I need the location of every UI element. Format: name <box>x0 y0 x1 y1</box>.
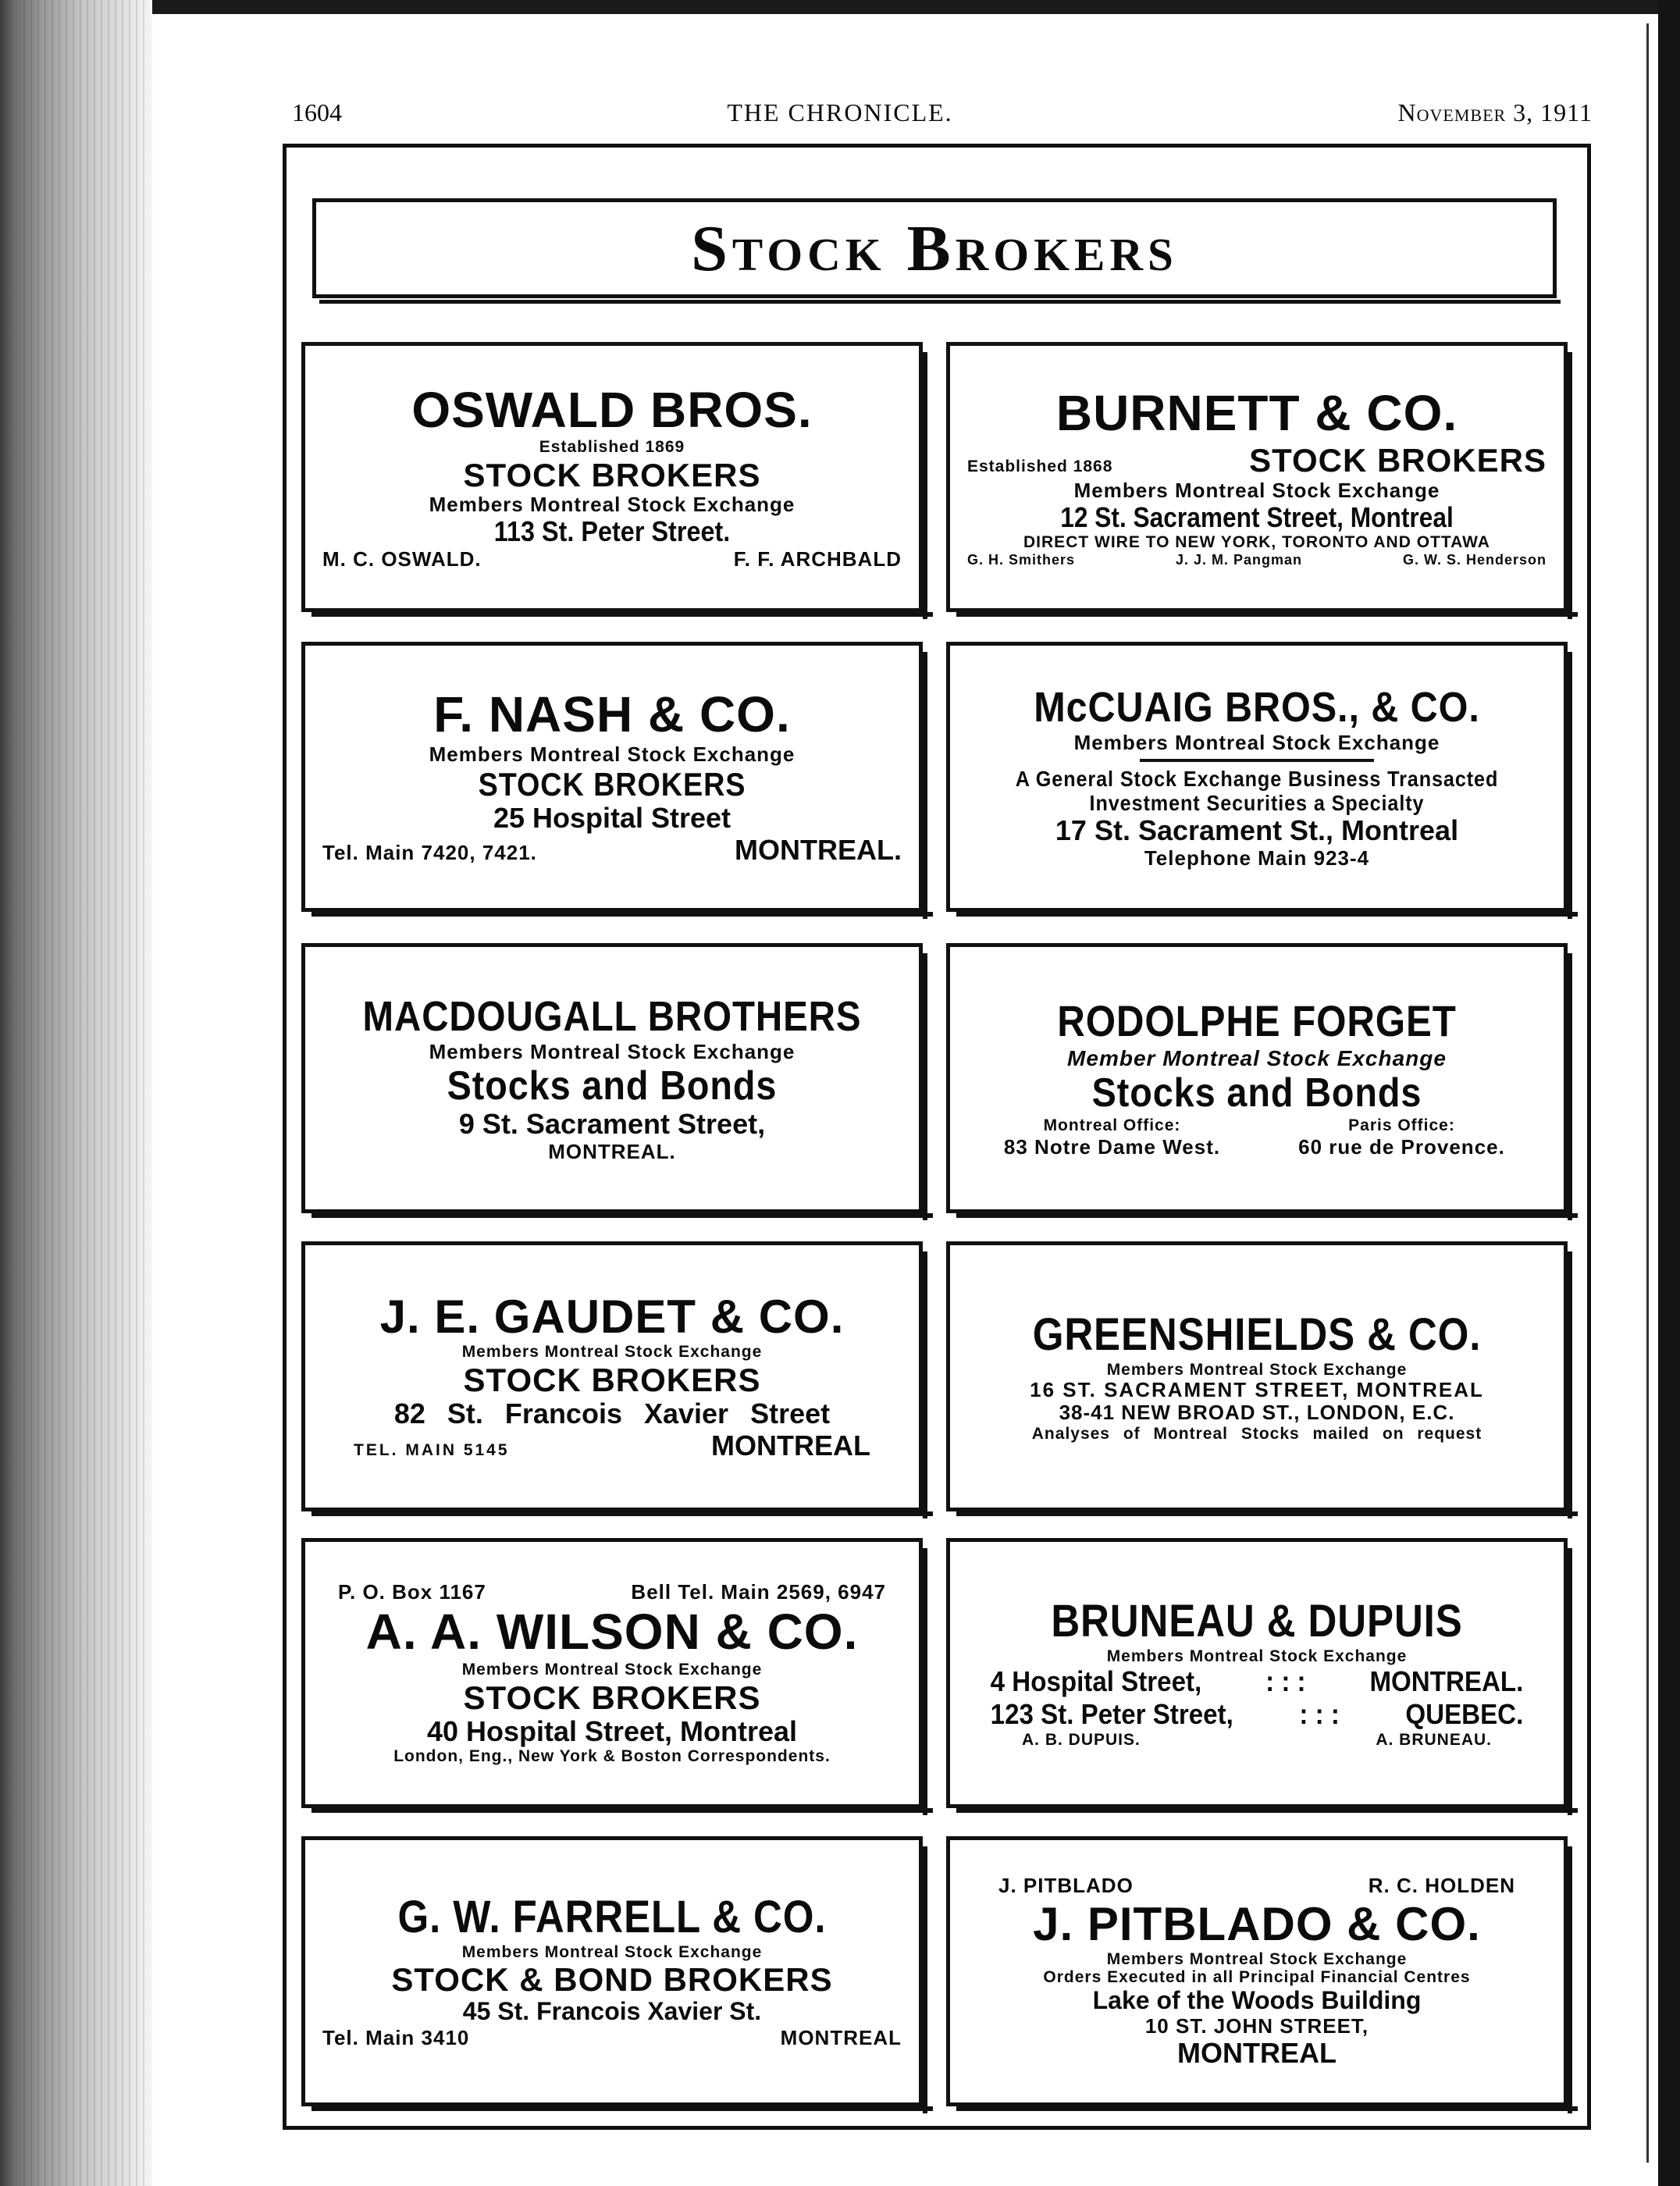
ad-name: OSWALD BROS. <box>411 381 813 438</box>
ad-tel: Telephone Main 923-4 <box>1144 846 1370 870</box>
ad-office-right: 60 rue de Provence. <box>1298 1134 1505 1159</box>
ad-correspondents: London, Eng., New York & Boston Correspondents. <box>393 1747 831 1765</box>
ad-partner-left: A. B. DUPUIS. <box>1022 1731 1141 1750</box>
ad-j-e-gaudet-co <box>301 1241 923 1511</box>
ad-type: STOCK & BOND BROKERS <box>391 1961 833 1999</box>
ad-dots-2: : : : <box>1299 1698 1340 1731</box>
ad-city: MONTREAL <box>780 2026 902 2050</box>
ad-city: MONTREAL <box>1177 2036 1337 2069</box>
ad-office-left: 83 Notre Dame West. <box>1003 1134 1221 1159</box>
ad-partner-2: J. J. M. Pangman <box>1175 551 1303 568</box>
ad-note: Analyses of Montreal Stocks mailed on request <box>1031 1424 1482 1443</box>
section-title: Stock Brokers <box>691 212 1178 285</box>
ad-tel: Bell Tel. Main 2569, 6947 <box>631 1580 886 1604</box>
ad-name: BURNETT & CO. <box>1055 385 1458 442</box>
ad-bruneau-dupuis <box>946 1538 1568 1808</box>
ad-name: RODOLPHE FORGET <box>1057 996 1457 1046</box>
ad-f-nash-co <box>301 642 923 912</box>
ad-name: BRUNEAU & DUPUIS <box>1051 1595 1463 1647</box>
ad-g-w-farrell-co <box>301 1836 923 2106</box>
ad-established-row <box>967 442 1547 479</box>
page-right-line <box>1646 23 1649 2163</box>
ad-greenshields-co <box>946 1241 1568 1511</box>
ad-office-1 <box>991 1665 1524 1698</box>
ad-name: McCUAIG BROS., & CO. <box>1034 684 1480 732</box>
ad-name: A. A. WILSON & CO. <box>365 1604 859 1661</box>
ad-type: STOCK BROKERS <box>478 765 746 803</box>
ad-partner-right: F. F. ARCHBALD <box>733 547 902 571</box>
ad-name: J. PITBLADO & CO. <box>1033 1897 1481 1950</box>
ad-members: Members Montreal Stock Exchange <box>429 742 796 766</box>
ad-members: Members Montreal Stock Exchange <box>461 1661 763 1679</box>
ad-city-1: MONTREAL. <box>1369 1665 1524 1698</box>
ad-oswald-bros <box>301 342 923 612</box>
ad-name: J. E. GAUDET & CO. <box>379 1290 845 1343</box>
ad-type: STOCK BROKERS <box>463 1679 761 1716</box>
ad-address-2: 38-41 NEW BROAD ST., LONDON, E.C. <box>1059 1401 1455 1425</box>
ad-name: MACDOUGALL BROTHERS <box>362 993 862 1041</box>
ad-members: Members Montreal Stock Exchange <box>429 1039 796 1063</box>
ad-divider <box>1140 759 1374 762</box>
ad-city-2: QUEBEC. <box>1405 1698 1524 1731</box>
ad-macdougall-brothers <box>301 943 923 1213</box>
ad-city: MONTREAL. <box>735 834 902 867</box>
ad-j-pitblado-co <box>946 1836 1568 2106</box>
ad-name: F. NASH & CO. <box>433 685 791 742</box>
ad-partner-3: G. W. S. Henderson <box>1402 551 1547 568</box>
ad-office-labels <box>967 1116 1547 1135</box>
ad-contact-row <box>322 2026 902 2050</box>
ad-line-1: Orders Executed in all Principal Financial Centres <box>1043 1968 1471 1987</box>
ad-burnett-co <box>946 342 1568 612</box>
ad-address: 9 St. Sacrament Street, <box>458 1108 766 1141</box>
ad-members: Members Montreal Stock Exchange <box>1106 1647 1408 1665</box>
ad-address: 82 St. Francois Xavier Street <box>393 1397 831 1429</box>
ad-rodolphe-forget <box>946 943 1568 1213</box>
ad-tel: Tel. Main 3410 <box>322 2026 470 2050</box>
publication-title: THE CHRONICLE. <box>727 98 953 126</box>
ad-wire: DIRECT WIRE TO NEW YORK, TORONTO AND OTTAWA <box>1023 533 1490 552</box>
issue-date: November 3, 1911 <box>1397 98 1593 126</box>
ad-type: STOCK BROKERS <box>463 1361 761 1398</box>
ad-address: 17 St. Sacrament St., Montreal <box>1055 814 1459 847</box>
ad-partner-right: A. BRUNEAU. <box>1376 1731 1492 1750</box>
ad-type: Stocks and Bonds <box>447 1063 778 1109</box>
ad-address: 45 St. Francois Xavier St. <box>462 1997 762 2026</box>
ad-members: Members Montreal Stock Exchange <box>1106 1360 1408 1379</box>
section-title-box <box>312 198 1557 298</box>
ad-partner-left: J. PITBLADO <box>998 1873 1134 1897</box>
ad-members: Members Montreal Stock Exchange <box>461 1343 763 1362</box>
scan-top-border <box>152 0 1680 14</box>
ad-tel: Tel. Main 7420, 7421. <box>322 841 537 865</box>
ad-address-2: 123 St. Peter Street, <box>990 1698 1233 1731</box>
ad-established: Established 1868 <box>967 457 1113 475</box>
ad-established: Established 1869 <box>539 438 685 457</box>
ad-type: STOCK BROKERS <box>463 456 761 493</box>
ad-mccuaig-bros <box>946 642 1568 912</box>
page-edges <box>23 0 148 2186</box>
ad-address: 12 St. Sacrament Street, Montreal <box>1060 500 1454 533</box>
ad-partners <box>967 1731 1547 1750</box>
ad-a-a-wilson-co <box>301 1538 923 1808</box>
ad-contact-row <box>322 834 902 867</box>
ad-po-box: P. O. Box 1167 <box>338 1580 486 1604</box>
ad-type: STOCK BROKERS <box>1249 441 1547 479</box>
ad-members: Members Montreal Stock Exchange <box>461 1942 763 1961</box>
ad-address-1: 4 Hospital Street, <box>990 1665 1202 1698</box>
ad-line-2: Investment Securities a Specialty <box>1089 791 1425 816</box>
ad-address: 40 Hospital Street, Montreal <box>426 1714 798 1747</box>
ad-line-1: A General Stock Exchange Business Transacted <box>1015 766 1499 791</box>
ad-contact-row <box>322 1429 902 1462</box>
ad-name: GREENSHIELDS & CO. <box>1032 1308 1482 1360</box>
ad-building: Lake of the Woods Building <box>1092 1985 1422 2014</box>
ad-address: 10 ST. JOHN STREET, <box>1144 2013 1369 2038</box>
ad-partners <box>322 547 902 571</box>
scan-right-border <box>1658 0 1680 2186</box>
ad-office-left-label: Montreal Office: <box>1043 1116 1181 1134</box>
ad-partner-right: R. C. HOLDEN <box>1368 1873 1515 1897</box>
page-number: 1604 <box>292 98 342 126</box>
ad-office-right-label: Paris Office: <box>1348 1116 1455 1134</box>
ad-address: 113 St. Peter Street. <box>493 515 731 547</box>
ad-members: Members Montreal Stock Exchange <box>429 492 796 516</box>
ad-partner-left: M. C. OSWALD. <box>322 547 482 571</box>
ad-offices <box>967 1135 1547 1159</box>
ad-members: Members Montreal Stock Exchange <box>1073 730 1440 754</box>
ad-address: 25 Hospital Street <box>493 801 731 834</box>
ad-name: G. W. FARRELL & CO. <box>397 1891 827 1942</box>
ad-partner-1: G. H. Smithers <box>967 551 1076 568</box>
ad-dots-1: : : : <box>1265 1665 1306 1698</box>
ad-office-2 <box>991 1698 1524 1731</box>
ad-address-1: 16 ST. SACRAMENT STREET, MONTREAL <box>1030 1378 1484 1402</box>
ad-members: Members Montreal Stock Exchange <box>1106 1949 1408 1968</box>
ad-partners <box>967 1874 1547 1898</box>
ad-type: Stocks and Bonds <box>1091 1070 1422 1116</box>
ad-partners <box>967 552 1547 568</box>
ad-members: Member Montreal Stock Exchange <box>1067 1046 1447 1071</box>
ad-city: MONTREAL. <box>548 1139 676 1163</box>
ad-tel: TEL. MAIN 5145 <box>354 1441 510 1460</box>
ad-city: MONTREAL <box>711 1429 870 1462</box>
ad-members: Members Montreal Stock Exchange <box>1073 478 1440 502</box>
ad-contact-top <box>322 1580 902 1604</box>
